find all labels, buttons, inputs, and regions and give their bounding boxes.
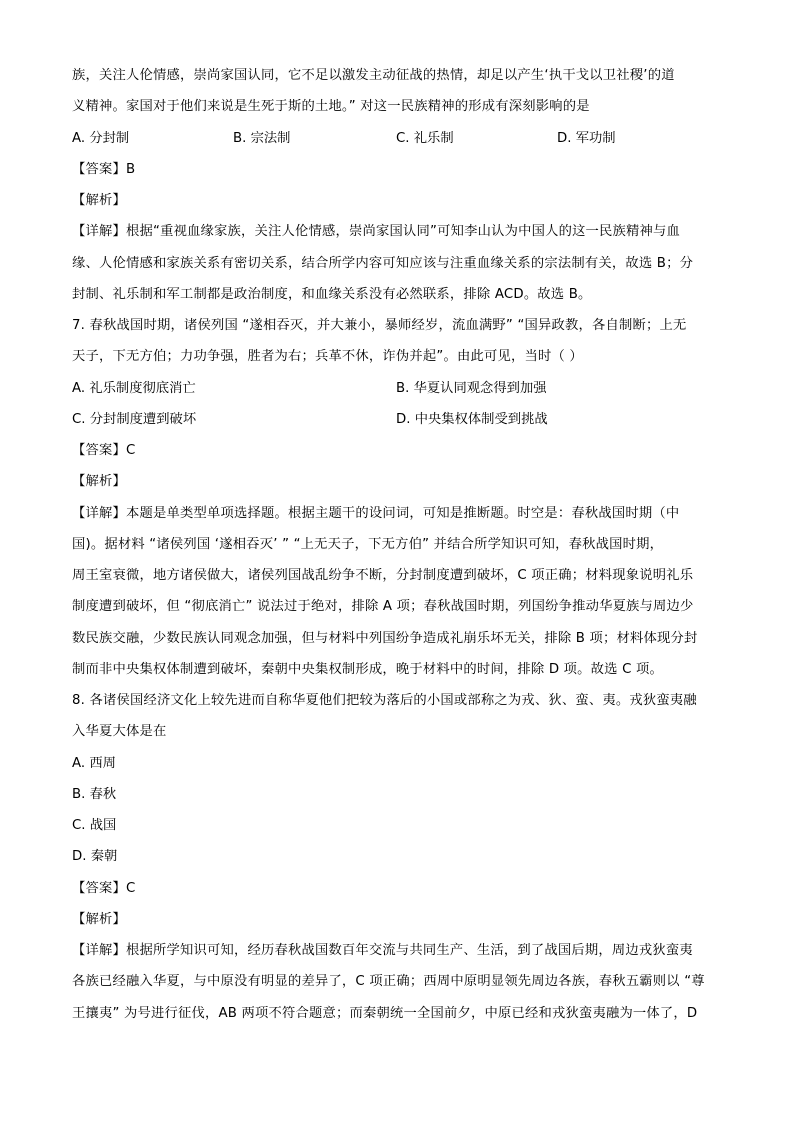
q6-detail-line-2: 缘、人伦情感和家族关系有密切关系，结合所学内容可知应该与注重血缘关系的宗法制有关，故选 B；分 (72, 256, 694, 271)
q7-detail-line-5: 数民族交融，少数民族认同观念加强，但与材料中列国纷争造成礼崩乐坏无关，排除 B 项；材料体现分封 (72, 631, 698, 646)
q7-analysis-label: 【解析】 (72, 474, 126, 489)
q6-detail-line-3: 封制、礼乐制和军工制都是政治制度，和血缘关系没有必然联系，排除 ACD。故选 B。 (72, 287, 592, 302)
q6-analysis-label: 【解析】 (72, 193, 126, 208)
q7-option-d: D. 中央集权体制受到挑战 (396, 412, 548, 427)
q6-option-d: D. 军功制 (557, 131, 616, 146)
q7-detail-line-6: 制而非中央集权体制遭到破坏，秦朝中央集权制形成，晚于材料中的时间，排除 D 项。故选 C 项。 (72, 662, 664, 677)
q7-detail-line-4: 制度遭到破坏，但 “彻底消亡” 说法过于绝对，排除 A 项；春秋战国时期，列国纷争推动华夏族与周边少 (72, 599, 694, 614)
q8-detail-line-2: 各族已经融入华夏，与中原没有明显的差异了，C 项正确；西周中原明显领先周边各族，春秋五霸则以 “尊 (72, 974, 705, 989)
q6-option-a: A. 分封制 (72, 131, 130, 146)
q8-option-d: D. 秦朝 (72, 849, 118, 864)
q6-option-c: C. 礼乐制 (396, 131, 454, 146)
q7-option-c: C. 分封制度遭到破坏 (72, 412, 197, 427)
q8-detail-line-1: 【详解】根据所学知识可知，经历春秋战国数百年交流与共同生产、生活，到了战国后期，周边戎狄蛮夷 (72, 943, 693, 958)
q8-stem-line-1: 8. 各诸侯国经济文化上较先进而自称华夏他们把较为落后的小国或部称之为戎、狄、蛮、夷。戎狄蛮夷融 (72, 693, 697, 708)
q7-detail-line-1: 【详解】本题是单类型单项选择题。根据主题干的设问词，可知是推断题。时空是：春秋战国时期（中 (72, 506, 680, 521)
q7-option-a: A. 礼乐制度彻底消亡 (72, 381, 196, 396)
q8-detail-line-3: 王攘夷” 为号进行征伐，AB 两项不符合题意；而秦朝统一全国前夕，中原已经和戎狄蛮夷融为一体了，D (72, 1006, 698, 1021)
q8-answer: 【答案】C (72, 881, 136, 896)
q8-option-a: A. 西周 (72, 756, 116, 771)
q8-analysis-label: 【解析】 (72, 912, 126, 927)
q6-stem-line-1: 族，关注人伦情感，崇尚家国认同，它不足以激发主动征战的热情，却足以产生‘执干戈以卫社稷’的道 (72, 68, 675, 83)
q6-option-b: B. 宗法制 (233, 131, 291, 146)
q6-stem-line-2: 义精神。家国对于他们来说是生死于斯的土地。” 对这一民族精神的形成有深刻影响的是 (72, 99, 590, 114)
q7-detail-line-2: 国)。据材料 “诸侯列国 ‘遂相吞灭’ ” “上无天子，下无方伯” 并结合所学知识可知，春秋战国时期， (72, 537, 664, 552)
q6-answer: 【答案】B (72, 162, 136, 177)
q8-option-c: C. 战国 (72, 818, 117, 833)
q8-option-b: B. 春秋 (72, 787, 117, 802)
q8-stem-line-2: 入华夏大体是在 (72, 724, 167, 739)
q7-stem-line-1: 7. 春秋战国时期，诸侯列国 “遂相吞灭，并大兼小，暴师经岁，流血满野” “国异政教，各自制断；上无 (72, 318, 687, 333)
q6-detail-line-1: 【详解】根据“重视血缘家族，关注人伦情感，崇尚家国认同”可知李山认为中国人的这一民族精神与血 (72, 224, 681, 239)
q7-option-b: B. 华夏认同观念得到加强 (396, 381, 547, 396)
q7-stem-line-2: 天子，下无方伯；力功争强，胜者为右；兵革不休，诈伪并起”。由此可见，当时（ ） (72, 349, 583, 364)
q7-answer: 【答案】C (72, 443, 136, 458)
q7-detail-line-3: 周王室衰微，地方诸侯做大，诸侯列国战乱纷争不断，分封制度遭到破坏，C 项正确；材料现象说明礼乐 (72, 568, 694, 583)
